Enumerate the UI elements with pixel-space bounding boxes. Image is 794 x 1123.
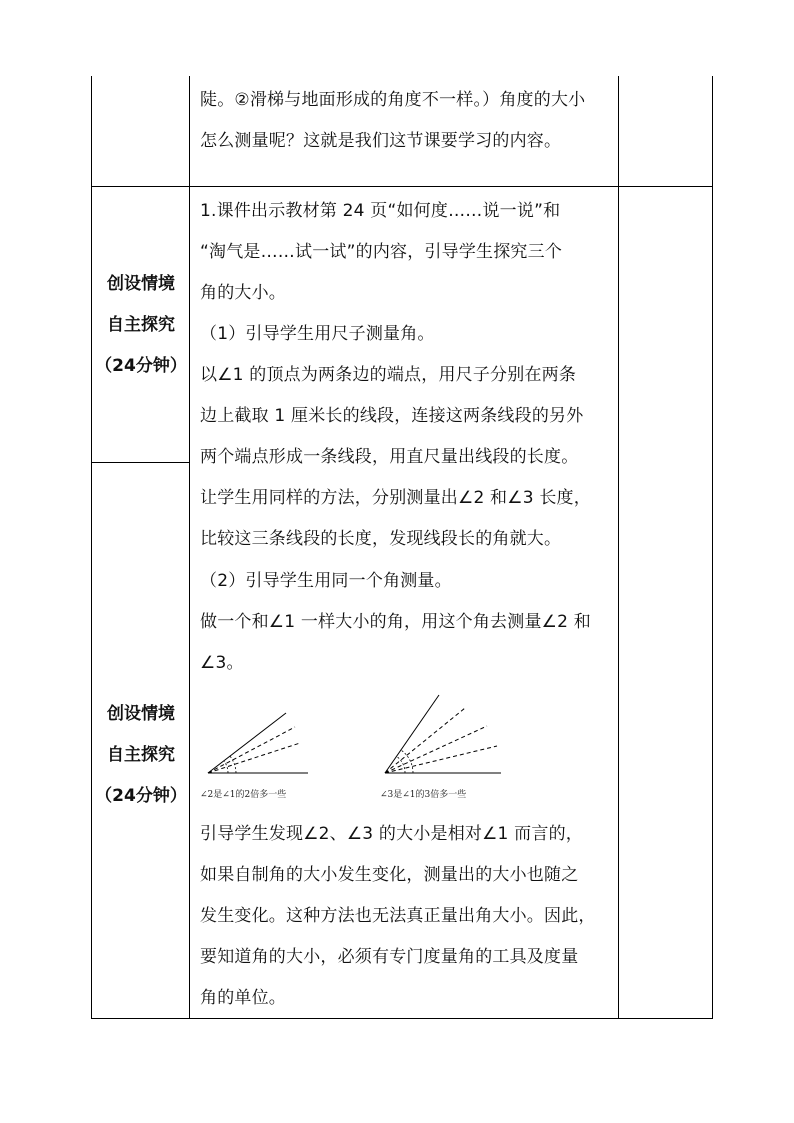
main-line-12: ∠3。 [200,653,244,673]
main-line-9: 比较这三条线段的长度，发现线段长的角就大。 [200,529,562,549]
main-line-7: 两个端点形成一条线段，用直尺量出线段的长度。 [200,447,579,467]
main-line-1: 1.课件出示教材第 24 页“如何度……说一说”和 [200,201,561,221]
main-line-10: （2）引导学生用同一个角测量。 [200,571,452,591]
top-cell-line-1: 陡。②滑梯与地面形成的角度不一样。）角度的大小 [200,90,586,110]
right-figure-arc-inner [396,756,405,773]
table-border-right [712,76,713,1019]
angle-figure-left [200,695,310,785]
section-label-2-line-3: （24分钟） [95,786,187,806]
row-divider-1 [91,186,713,187]
main-line-3: 角的大小。 [200,283,286,303]
left-figure-caption: ∠2是∠1的2倍多一些 [200,790,287,800]
after-line-3: 发生变化。这种方法也无法真正量出角大小。因此， [200,906,596,926]
label-cell-divider [91,462,190,463]
main-line-11: 做一个和∠1 一样大小的角，用这个角去测量∠2 和 [200,612,591,632]
after-line-4: 要知道角的大小，必须有专门度量角的工具及度量 [200,947,579,967]
section-label-1-line-1: 创设情境 [107,274,175,294]
right-figure-arc-outer [401,750,413,773]
main-line-2: “淘气是……试一试”的内容，引导学生探究三个 [200,242,563,262]
angle-figure-right [377,690,507,785]
left-figure-dashed-ray-2 [208,727,295,773]
right-figure-angle3-ray [385,695,439,773]
left-figure-dashed-ray-1 [208,743,300,773]
main-line-4: （1）引导学生用尺子测量角。 [200,324,435,344]
section-label-1 [92,264,190,387]
section-label-2-line-1: 创设情境 [107,704,175,724]
left-figure-angle2-ray [208,713,286,773]
after-line-1: 引导学生发现∠2、∠3 的大小是相对∠1 而言的， [200,824,583,844]
section-label-2-line-2: 自主探究 [107,745,175,765]
top-cell-line-2: 怎么测量呢？这就是我们这节课要学习的内容。 [200,131,562,151]
main-line-5: 以∠1 的顶点为两条边的端点，用尺子分别在两条 [200,365,577,385]
table-divider-col1 [189,76,190,1019]
after-line-2: 如果自制角的大小发生变化，测量出的大小也随之 [200,865,579,885]
section-label-2 [92,694,190,817]
right-figure-dashed-ray-2 [385,726,487,773]
right-figure-dashed-ray-3 [385,708,465,773]
right-figure-caption: ∠3是∠1的3倍多一些 [380,790,467,800]
table-border-left [91,76,92,1019]
section-label-1-line-3: （24分钟） [95,356,187,376]
main-line-8: 让学生用同样的方法，分别测量出∠2 和∠3 长度， [200,488,591,508]
main-line-6: 边上截取 1 厘米长的线段，连接这两条线段的另外 [200,406,584,426]
after-line-5: 角的单位。 [200,988,286,1008]
section-label-1-line-2: 自主探究 [107,315,175,335]
